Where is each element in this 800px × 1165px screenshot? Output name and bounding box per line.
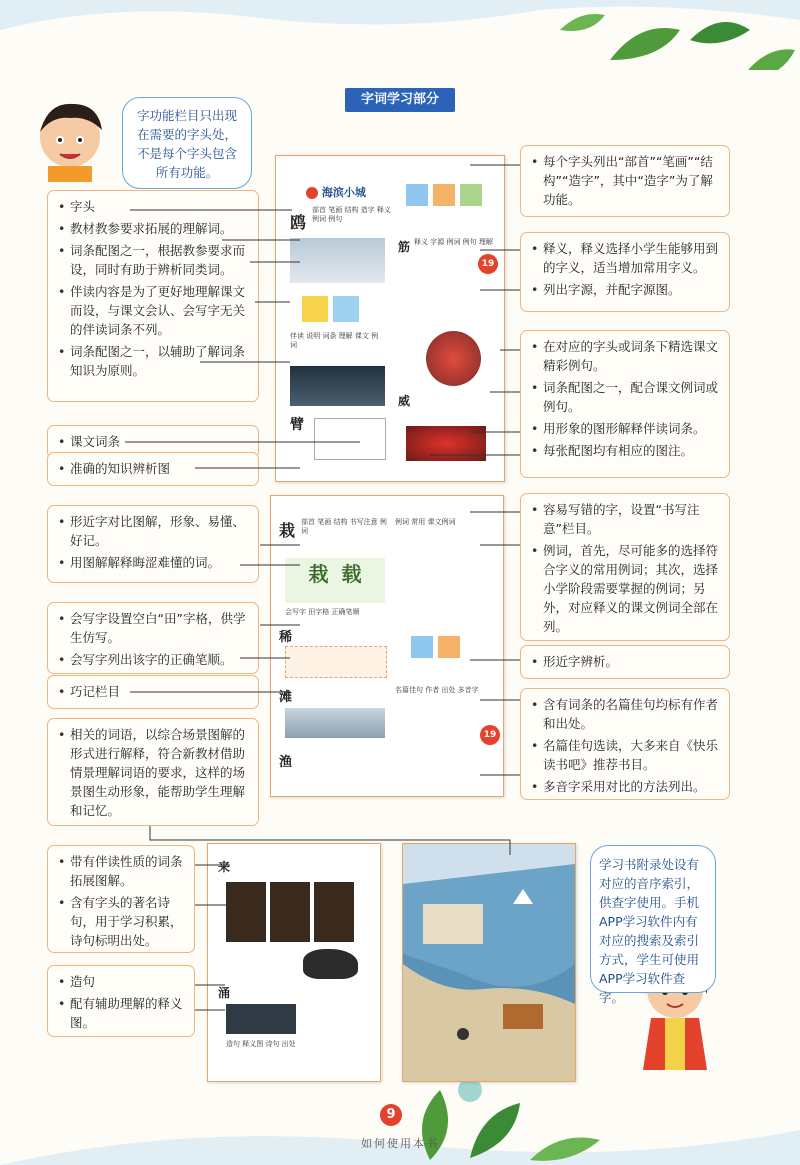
left-box-5-item-2: • 会写字列出该字的正确笔顺。 [58, 650, 248, 669]
page1-lesson-title: 海滨小城 [321, 186, 366, 199]
left-box-6-item-1: • 巧记栏目 [58, 682, 248, 701]
left-box-1-item-3: • 词条配图之一，根据教参要求而设，同时有助于辨析同类词。 [58, 241, 248, 279]
section-title: 字词学习部分 [345, 88, 455, 112]
page2-badge: 19 [480, 725, 500, 745]
left-box-1-item-2: • 教材教参要求拓展的理解词。 [58, 219, 248, 238]
page1-char-muscle: 筋 [398, 240, 411, 254]
sample-page-2: 栽 部首 笔画 结构 书写注意 例词 栽 载 会写字 田字格 正确笔顺 稀 滩 渔 例词 常用 课文例词 名篇佳句 作者 出处 多音字 [270, 495, 504, 797]
left-box-1-item-5: • 词条配图之一，以辅助了解词条知识为原则。 [58, 342, 248, 380]
right-box-2-item-1: • 释义，释义选择小学生能够用到的字义，适当增加常用字义。 [531, 239, 719, 277]
left-box-5-item-1: • 会写字设置空白“田”字格，供学生仿写。 [58, 609, 248, 647]
right-box-6-item-2: • 名篇佳句选读，大多来自《快乐读书吧》推荐书目。 [531, 736, 719, 774]
left-box-7-item-1: • 相关的词语，以综合场景图解的形式进行解释，符合新教材借助情景理解词语的要求，这样的场景图生动形象，能帮助学生理解和记忆。 [58, 725, 248, 820]
page2-compare-right: 载 [341, 562, 362, 586]
left-box-8-item-1: • 带有伴读性质的词条拓展图解。 [58, 852, 184, 890]
page3-char-come: 来 [218, 860, 231, 874]
left-box-8-item-2: • 含有字头的著名诗句，用于学习积累，诗句标明出处。 [58, 893, 184, 950]
page3-char-surge: 涌 [218, 986, 231, 1000]
page2-char-rare: 稀 [279, 630, 293, 645]
page1-char-arm: 臂 [290, 417, 304, 433]
speech-bubble-bottom-text: 学习书附录处设有对应的音序索引，供查字使用。手机APP学习软件内有对应的搜索及索引方式，学生可使用APP学习软件查字。 [599, 857, 700, 1005]
right-box-3-item-1: • 在对应的字头或词条下精选课文精彩例句。 [531, 337, 719, 375]
right-box-3-item-4: • 每张配图均有相应的图注。 [531, 441, 719, 460]
page1-char-gull: 鸥 [290, 213, 307, 232]
left-box-1-item-4: • 伴读内容是为了更好地理解课文而设，与课文会认、会写字无关的伴读词条不列。 [58, 282, 248, 339]
page1-badge: 19 [478, 254, 498, 274]
right-box-6-item-1: • 含有词条的名篇佳句均标有作者和出处。 [531, 695, 719, 733]
left-box-9-item-1: • 造句 [58, 972, 184, 991]
footer-title: 如何使用本书 [361, 1137, 439, 1150]
page2-compare-left: 栽 [308, 562, 329, 586]
left-box-2-item-1: • 课文词条 [58, 432, 248, 451]
left-box-4-item-1: • 形近字对比图解，形象、易懂、好记。 [58, 512, 248, 550]
left-box-9-item-2: • 配有辅助理解的释义图。 [58, 994, 184, 1032]
right-box-6-item-3: • 多音字采用对比的方法列出。 [531, 777, 719, 796]
left-box-4-item-2: • 用图解解释晦涩难懂的词。 [58, 553, 248, 572]
right-box-2-item-2: • 列出字源，并配字源图。 [531, 280, 719, 299]
page1-char-might: 威 [398, 394, 411, 408]
right-box-3-item-2: • 词条配图之一，配合课文例词或例句。 [531, 378, 719, 416]
page2-char-fish: 渔 [279, 755, 293, 770]
right-box-5-item-1: • 形近字辨析。 [531, 652, 719, 671]
page2-char-beach: 滩 [279, 690, 293, 705]
right-box-4-item-1: • 容易写错的字，设置“书写注意”栏目。 [531, 500, 719, 538]
sample-page-1: 海滨小城 鸥 部首 笔画 结构 造字 释义 例词 例句 伴读 说明 词条 理解 课文 例词 臂 筋 释义 字源 例词 例句 理解 威 [275, 155, 505, 482]
right-box-3-item-3: • 用形象的图形解释伴读词条。 [531, 419, 719, 438]
page2-char-plant: 栽 [279, 521, 296, 540]
speech-bubble-top-text: 字功能栏目只出现在需要的字头处，不是每个字头包含所有功能。 [136, 108, 237, 180]
sample-page-3: 来 涌 造句 释义图 诗句 出处 [207, 843, 381, 1082]
left-box-1-item-1: • 字头 [58, 197, 248, 216]
right-box-1-item-1: • 每个字头列出“部首”“笔画”“结构”“造字”，其中“造字”为了解功能。 [531, 152, 719, 209]
page-number: 9 [380, 1104, 402, 1126]
right-box-4-item-2: • 例词，首先，尽可能多的选择符合字义的常用例词；其次，选择小学阶段需要掌握的例词；另外，对应释义的课文例词全部在列。 [531, 541, 719, 636]
left-box-3-item-1: • 准确的知识辨析图 [58, 459, 248, 478]
